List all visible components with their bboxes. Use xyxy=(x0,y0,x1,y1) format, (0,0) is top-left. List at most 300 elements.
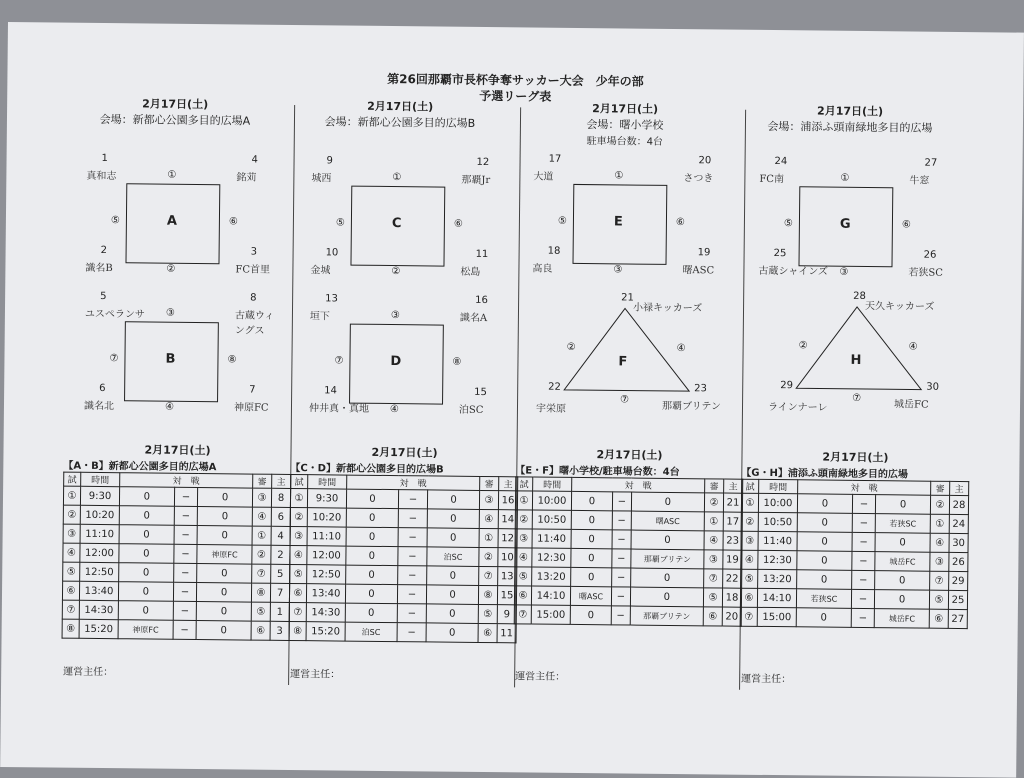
match-number: ② xyxy=(166,263,176,275)
team-number: 13 xyxy=(325,293,338,305)
match-number: ⑤ xyxy=(557,215,567,227)
table-cell: 城岳FC xyxy=(874,609,929,629)
table-cell: 0 xyxy=(571,510,612,529)
table-cell: − xyxy=(174,487,198,506)
table-cell: ⑦ xyxy=(704,569,723,588)
table-row xyxy=(515,510,742,531)
match-table xyxy=(514,476,744,626)
column-header: 審 xyxy=(253,474,272,488)
table-cell: ⑥ xyxy=(703,607,722,626)
table-cell: 0 xyxy=(797,551,852,571)
table-cell: − xyxy=(611,587,630,606)
table-cell: ① xyxy=(479,528,498,547)
table-cell: − xyxy=(398,509,428,528)
table-cell: ⑤ xyxy=(741,569,758,588)
column-header: 試 xyxy=(742,479,759,493)
table-cell: ⑦ xyxy=(479,566,498,585)
match-number: ① xyxy=(392,172,402,184)
table-cell: ⑤ xyxy=(515,567,532,586)
table-row xyxy=(515,548,742,569)
match-number: ④ xyxy=(908,341,918,353)
column-header: 審 xyxy=(705,479,724,493)
table-cell: − xyxy=(397,623,427,642)
team-name: ユスペランサ xyxy=(84,308,145,321)
team-name: 城岳FC xyxy=(893,399,929,411)
table-cell: ④ xyxy=(930,533,949,552)
team-name: 仲井真・真地 xyxy=(308,403,370,415)
team-number: 19 xyxy=(697,247,711,259)
table-cell: ⑥ xyxy=(929,609,948,628)
table-row xyxy=(515,529,742,550)
table-cell: 8 xyxy=(271,488,290,507)
table-cell: 神原FC xyxy=(118,620,173,640)
table-cell: 1 xyxy=(270,602,289,621)
group-letter: H xyxy=(850,352,862,368)
table-cell: ③ xyxy=(479,490,498,509)
table-cell: ⑥ xyxy=(514,586,531,605)
table-cell: 0 xyxy=(196,602,251,622)
table-cell: ② xyxy=(63,505,80,524)
table-cell: ⑥ xyxy=(740,588,757,607)
table-cell: 0 xyxy=(427,566,479,586)
table-cell: 11 xyxy=(497,624,516,643)
table-cell: 9:30 xyxy=(80,486,119,505)
table-cell: − xyxy=(852,494,875,513)
table-cell: ⑤ xyxy=(929,590,948,609)
table-cell: 0 xyxy=(346,527,398,547)
table-cell: 0 xyxy=(345,584,397,604)
table-row xyxy=(740,607,967,628)
table-venue: 【E・F】曙小学校/駐車場台数：4台 xyxy=(515,465,680,479)
table-date: 2月17日(土) xyxy=(596,448,663,462)
column-header: 時間 xyxy=(759,479,798,493)
team-name: 高良 xyxy=(532,263,553,275)
team-name: 松島 xyxy=(460,266,481,278)
staff-label: 運営主任： xyxy=(290,668,341,681)
table-cell: 0 xyxy=(631,530,704,550)
table-cell: − xyxy=(852,513,875,532)
group-letter: D xyxy=(390,354,402,370)
team-number: 9 xyxy=(326,155,333,167)
venue-date: 2月17日(土) xyxy=(142,97,209,112)
match-table-block xyxy=(289,443,519,643)
table-cell: 15:20 xyxy=(79,619,118,638)
team-name: 古蔵ウィングス xyxy=(234,310,275,337)
team-name: 那覇ブリテン xyxy=(661,400,721,413)
table-date: 2月17日(土) xyxy=(144,443,211,458)
match-table-block xyxy=(514,445,744,626)
column-header: 主 xyxy=(272,474,291,488)
table-cell: 0 xyxy=(428,490,480,510)
table-cell: ④ xyxy=(704,531,723,550)
table-venue: 【C・D】新都心公園多目的広場B xyxy=(290,462,444,476)
team-number: 16 xyxy=(475,294,488,307)
table-cell: ⑥ xyxy=(251,621,270,640)
table-row xyxy=(62,619,289,640)
table-cell: ④ xyxy=(252,507,271,526)
table-cell: 曙ASC xyxy=(570,586,611,605)
match-number: ⑧ xyxy=(452,356,462,368)
table-cell: 0 xyxy=(426,623,478,643)
table-cell: 14:30 xyxy=(79,600,118,619)
table-cell: 14:10 xyxy=(757,588,796,607)
table-cell: 26 xyxy=(949,552,968,571)
table-row xyxy=(289,583,516,604)
team-number: 10 xyxy=(325,247,339,259)
table-cell: 0 xyxy=(346,508,398,528)
table-cell: 0 xyxy=(875,495,930,515)
table-cell: 0 xyxy=(119,544,174,564)
venue-name: 会場：新都心公園多目的広場A xyxy=(99,112,251,128)
match-number: ③ xyxy=(165,307,175,319)
table-cell: ② xyxy=(252,545,271,564)
table-cell: ① xyxy=(290,488,307,507)
table-cell: − xyxy=(397,604,427,623)
table-row xyxy=(289,621,516,642)
table-row xyxy=(741,550,968,571)
table-row xyxy=(515,567,742,588)
table-cell: 0 xyxy=(197,507,252,527)
table-cell: − xyxy=(852,551,875,570)
team-number: 3 xyxy=(250,246,258,258)
table-cell: 14:10 xyxy=(531,586,570,605)
match-number: ③ xyxy=(839,266,849,278)
table-row xyxy=(740,588,967,609)
table-cell: 7 xyxy=(270,583,289,602)
match-table xyxy=(62,472,292,641)
column-header: 審 xyxy=(931,481,950,495)
table-cell: 6 xyxy=(271,507,290,526)
table-cell: 10:00 xyxy=(758,493,797,512)
table-cell: 那覇ブリテン xyxy=(631,549,704,569)
match-number: ② xyxy=(391,266,401,278)
venue-date: 2月17日(土) xyxy=(592,102,659,116)
column-header: 時間 xyxy=(308,475,347,489)
match-number: ④ xyxy=(676,343,686,355)
table-cell: 0 xyxy=(197,526,252,546)
table-cell: 0 xyxy=(570,605,611,624)
team-number: 1 xyxy=(101,152,109,165)
table-cell: − xyxy=(851,589,874,608)
table-cell: − xyxy=(852,532,875,551)
team-name: FC首里 xyxy=(235,264,271,276)
table-cell: 0 xyxy=(119,487,174,507)
table-cell: − xyxy=(612,511,631,530)
table-cell: ① xyxy=(63,486,80,505)
table-cell: ⑥ xyxy=(62,581,79,600)
team-name: 古蔵シャインズ xyxy=(758,265,828,278)
table-cell: ⑧ xyxy=(251,583,270,602)
table-cell: ⑤ xyxy=(251,602,270,621)
table-cell: − xyxy=(398,547,428,566)
table-cell: ② xyxy=(290,507,307,526)
table-cell: ② xyxy=(741,512,758,531)
table-cell: 0 xyxy=(197,583,252,603)
team-name: 曙ASC xyxy=(682,265,715,277)
table-cell: 0 xyxy=(196,621,251,641)
group-d xyxy=(304,293,505,415)
table-cell: 0 xyxy=(571,491,612,510)
table-cell: − xyxy=(173,601,197,620)
match-number: ⑥ xyxy=(453,218,463,230)
table-cell: 10:50 xyxy=(758,512,797,531)
table-cell: 11:40 xyxy=(532,529,571,548)
table-cell: ④ xyxy=(741,550,758,569)
table-cell: 0 xyxy=(796,608,851,628)
table-cell: − xyxy=(173,563,197,582)
table-cell: ① xyxy=(930,514,949,533)
table-cell: ⑤ xyxy=(290,564,307,583)
column-header: 時間 xyxy=(533,477,572,491)
table-row xyxy=(290,545,517,566)
table-cell: − xyxy=(173,620,197,639)
triangle-shape xyxy=(796,306,922,389)
table-cell: ③ xyxy=(515,529,532,548)
team-number: 26 xyxy=(923,249,937,261)
table-cell: 5 xyxy=(271,564,290,583)
match-number: ⑦ xyxy=(620,394,630,406)
table-cell: 9:30 xyxy=(307,489,346,508)
table-cell: 0 xyxy=(427,528,479,548)
team-number: 20 xyxy=(698,155,712,167)
table-row xyxy=(289,602,516,623)
table-cell: 0 xyxy=(874,590,929,610)
team-number: 7 xyxy=(249,384,256,396)
column-header: 主 xyxy=(499,477,518,491)
match-number: ③ xyxy=(613,264,623,276)
table-cell: − xyxy=(174,525,198,544)
team-name: 神原FC xyxy=(233,402,269,414)
table-cell: 19 xyxy=(723,550,742,569)
table-cell: 10 xyxy=(498,548,517,567)
table-cell: 12:30 xyxy=(532,548,571,567)
team-name: 識名A xyxy=(459,312,488,325)
table-cell: ① xyxy=(515,491,532,510)
group-letter: E xyxy=(613,214,623,230)
match-number: ① xyxy=(614,170,624,182)
team-name: 垣下 xyxy=(309,311,330,323)
table-row xyxy=(62,600,289,621)
table-cell: ⑦ xyxy=(252,564,271,583)
table-cell: ③ xyxy=(930,552,949,571)
table-cell: 0 xyxy=(571,548,612,567)
table-cell: 0 xyxy=(346,546,398,566)
table-cell: 15 xyxy=(497,586,516,605)
table-cell: 0 xyxy=(875,533,930,553)
table-cell: 17 xyxy=(723,512,742,531)
table-cell: 10:50 xyxy=(532,510,571,529)
team-name: 識名北 xyxy=(83,400,115,413)
league-sheet xyxy=(0,22,1024,778)
team-number: 17 xyxy=(548,153,562,165)
table-row xyxy=(515,491,742,512)
table-cell: 12:00 xyxy=(307,546,346,565)
table-cell: 0 xyxy=(631,492,704,512)
team-number: 21 xyxy=(621,292,634,304)
table-cell: 14 xyxy=(498,510,517,529)
table-cell: − xyxy=(397,585,427,604)
team-number: 30 xyxy=(926,381,940,393)
table-cell: − xyxy=(174,506,198,525)
table-cell: 0 xyxy=(571,529,612,548)
team-name: 若狭SC xyxy=(908,267,943,279)
match-number: ① xyxy=(840,172,850,184)
match-number: ⑦ xyxy=(109,353,119,365)
column-header: 試 xyxy=(516,477,533,491)
table-cell: − xyxy=(851,608,874,627)
match-number: ⑤ xyxy=(110,215,120,227)
column-header: 対 戦 xyxy=(347,475,480,490)
table-cell: ① xyxy=(704,512,723,531)
match-table xyxy=(289,474,519,643)
table-cell: 0 xyxy=(345,603,397,623)
table-cell: ③ xyxy=(63,524,80,543)
team-number: 15 xyxy=(474,386,487,399)
column-header: 対 戦 xyxy=(798,480,931,495)
column-header: 試 xyxy=(64,472,81,486)
table-cell: 27 xyxy=(948,609,967,628)
table-cell: ⑦ xyxy=(740,607,757,626)
tournament-title: 第26回那覇市長杯争奪サッカー大会 少年の部 xyxy=(387,71,644,89)
table-cell: 14:30 xyxy=(306,603,345,622)
table-cell: 0 xyxy=(630,587,703,607)
table-cell: ⑧ xyxy=(62,619,79,638)
table-cell: 0 xyxy=(198,488,253,508)
staff-label: 運営主任： xyxy=(515,671,566,683)
team-number: 29 xyxy=(780,380,794,392)
table-cell: 11:40 xyxy=(758,531,797,550)
table-cell: 15:00 xyxy=(757,607,796,626)
team-number: 24 xyxy=(774,156,788,168)
team-number: 8 xyxy=(250,292,257,304)
table-cell: 0 xyxy=(346,565,398,585)
venue-header xyxy=(65,95,285,129)
column-header: 主 xyxy=(724,479,743,493)
table-cell: 12:30 xyxy=(758,550,797,569)
table-cell: 20 xyxy=(722,607,741,626)
table-cell: 神原FC xyxy=(197,545,252,565)
table-cell: 15:00 xyxy=(531,605,570,624)
table-cell: − xyxy=(174,544,198,563)
group-g xyxy=(753,156,954,278)
table-cell: 9 xyxy=(497,605,516,624)
team-number: 6 xyxy=(99,382,106,395)
table-cell: 0 xyxy=(118,601,173,621)
table-row xyxy=(290,507,517,528)
table-cell: ⑦ xyxy=(289,602,306,621)
table-venue: 【A・B】新都心公園多目的広場A xyxy=(63,460,217,474)
table-cell: 城岳FC xyxy=(875,552,930,572)
team-name: 大道 xyxy=(533,171,554,183)
match-table-block xyxy=(62,441,292,641)
table-cell: 曙ASC xyxy=(631,511,704,531)
group-e xyxy=(527,153,728,275)
table-row xyxy=(62,581,289,602)
table-cell: − xyxy=(612,492,631,511)
table-cell: ③ xyxy=(290,526,307,545)
match-number: ⑦ xyxy=(852,392,862,404)
table-cell: 0 xyxy=(571,567,612,586)
match-number: ⑥ xyxy=(228,216,238,228)
team-number: 27 xyxy=(924,157,938,169)
table-cell: ④ xyxy=(290,545,307,564)
column-header: 時間 xyxy=(81,472,120,486)
staff-label: 運営主任： xyxy=(741,673,792,686)
match-number: ② xyxy=(798,340,808,352)
match-number: ⑦ xyxy=(334,355,344,367)
table-cell: 0 xyxy=(427,585,479,605)
table-cell: 0 xyxy=(118,582,173,602)
team-number: 18 xyxy=(547,245,561,257)
match-number: ④ xyxy=(164,401,175,413)
column-header: 審 xyxy=(480,476,499,490)
group-h xyxy=(767,288,987,420)
table-row xyxy=(290,526,517,547)
group-letter: C xyxy=(391,216,402,232)
table-cell: ② xyxy=(704,493,723,512)
team-number: 12 xyxy=(476,156,490,169)
table-cell: 泊SC xyxy=(427,547,479,567)
table-cell: 10:20 xyxy=(307,508,346,527)
table-cell: ⑦ xyxy=(930,571,949,590)
match-table xyxy=(740,479,970,629)
table-row xyxy=(741,512,968,533)
table-cell: 0 xyxy=(427,509,479,529)
table-cell: 16 xyxy=(498,491,517,510)
table-cell: 0 xyxy=(797,494,852,514)
team-number: 14 xyxy=(324,385,337,397)
team-name: 金城 xyxy=(310,265,331,277)
table-cell: ④ xyxy=(479,509,498,528)
group-letter: F xyxy=(618,354,628,370)
table-cell: 18 xyxy=(722,588,741,607)
table-row xyxy=(63,524,290,545)
table-row xyxy=(514,586,741,607)
table-cell: − xyxy=(397,566,427,585)
table-cell: ② xyxy=(930,495,949,514)
table-row xyxy=(290,564,517,585)
table-cell: 13:20 xyxy=(758,569,797,588)
table-cell: 13:20 xyxy=(532,567,571,586)
table-cell: ⑧ xyxy=(478,585,497,604)
group-letter: A xyxy=(166,213,178,229)
sheet-subtitle: 予選リーグ表 xyxy=(479,88,552,104)
table-cell: 12:50 xyxy=(307,565,346,584)
table-cell: 11:10 xyxy=(80,524,119,543)
table-cell: 30 xyxy=(949,533,968,552)
team-number: 22 xyxy=(548,381,561,393)
table-cell: 3 xyxy=(270,621,289,640)
table-cell: − xyxy=(612,530,631,549)
team-name: 天久キッカーズ xyxy=(865,300,935,313)
venue-name: 会場：新都心公園多目的広場B xyxy=(324,115,476,130)
match-number: ② xyxy=(566,341,576,353)
table-venue: 【G・H】浦添ふ頭南緑地多目的広場 xyxy=(741,467,908,481)
match-number: ⑥ xyxy=(901,219,911,231)
venue-header xyxy=(515,99,735,148)
venue-header xyxy=(290,97,510,131)
table-cell: 11:10 xyxy=(307,527,346,546)
table-cell: ⑤ xyxy=(478,604,497,623)
table-row xyxy=(63,486,290,507)
match-table-block xyxy=(740,448,970,629)
table-cell: 12 xyxy=(498,529,517,548)
team-name: ラインナーレ xyxy=(767,401,828,414)
team-number: 4 xyxy=(251,154,258,166)
table-cell: 泊SC xyxy=(345,622,397,642)
table-cell: ③ xyxy=(741,531,758,550)
table-cell: 28 xyxy=(949,495,968,514)
